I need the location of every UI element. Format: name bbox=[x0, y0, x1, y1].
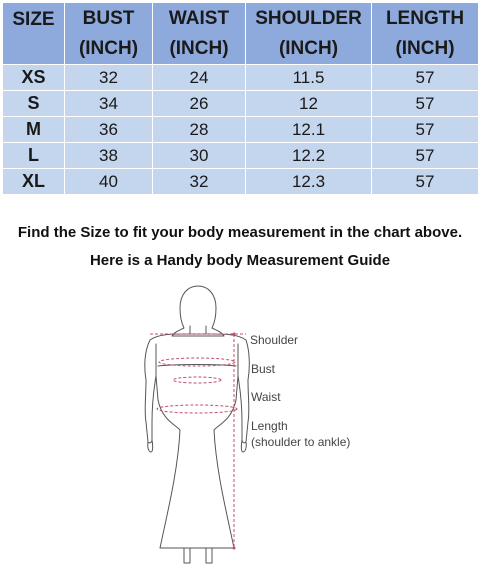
header-bust-label: BUST bbox=[82, 7, 135, 29]
header-length-label: LENGTH bbox=[385, 7, 465, 29]
shoulder-cell: 11.5 bbox=[246, 65, 372, 91]
hip-measure-line bbox=[157, 405, 237, 413]
header-length-unit: (INCH) bbox=[395, 37, 455, 59]
table-row bbox=[3, 65, 479, 91]
length-top-marker bbox=[233, 333, 236, 336]
length-cell: 57 bbox=[372, 91, 479, 117]
header-bust-unit: (INCH) bbox=[78, 37, 139, 59]
bodice-outline bbox=[156, 344, 238, 376]
size-cell: S bbox=[3, 91, 65, 117]
table-row bbox=[3, 169, 479, 195]
table-row bbox=[3, 143, 479, 169]
header-waist bbox=[153, 3, 246, 65]
length-cell: 57 bbox=[372, 169, 479, 195]
length-bottom-marker bbox=[233, 547, 236, 550]
bust-cell: 40 bbox=[65, 169, 153, 195]
length-cell: 57 bbox=[372, 117, 479, 143]
bust-cell: 36 bbox=[65, 117, 153, 143]
caption-measurement-guide: Here is a Handy body Measurement Guide bbox=[89, 252, 391, 269]
header-waist-unit: (INCH) bbox=[169, 37, 229, 59]
header-shoulder-unit: (INCH) bbox=[278, 37, 339, 59]
header-length bbox=[372, 3, 479, 65]
shoulder-cell: 12.1 bbox=[246, 117, 372, 143]
caption-find-size: Find the Size to fit your body measurement in the chart above. bbox=[17, 224, 463, 241]
bust-cell: 32 bbox=[65, 65, 153, 91]
size-chart-table bbox=[2, 2, 479, 195]
shoulder-cell: 12 bbox=[246, 91, 372, 117]
header-shoulder-label: SHOULDER bbox=[255, 7, 362, 29]
size-chart-body bbox=[3, 65, 479, 195]
header-size-label: SIZE bbox=[12, 9, 55, 30]
label-shoulder: Shoulder bbox=[250, 333, 299, 347]
length-cell: 57 bbox=[372, 143, 479, 169]
label-waist: Waist bbox=[251, 390, 281, 404]
label-length: Length bbox=[251, 419, 288, 433]
bust-cell: 38 bbox=[65, 143, 153, 169]
table-row bbox=[3, 117, 479, 143]
header-shoulder bbox=[246, 3, 372, 65]
size-cell: L bbox=[3, 143, 65, 169]
size-cell: XL bbox=[3, 169, 65, 195]
size-cell: XS bbox=[3, 65, 65, 91]
shoulder-cell: 12.3 bbox=[246, 169, 372, 195]
label-bust: Bust bbox=[251, 362, 276, 376]
label-length-note: (shoulder to ankle) bbox=[251, 435, 351, 449]
waist-cell: 24 bbox=[153, 65, 246, 91]
header-waist-label: WAIST bbox=[168, 7, 230, 29]
waist-cell: 26 bbox=[153, 91, 246, 117]
waist-cell: 28 bbox=[153, 117, 246, 143]
size-cell: M bbox=[3, 117, 65, 143]
header-bust bbox=[65, 3, 153, 65]
bust-cell: 34 bbox=[65, 91, 153, 117]
feet-outline bbox=[184, 548, 212, 563]
header-size bbox=[3, 3, 65, 65]
table-row bbox=[3, 91, 479, 117]
body-outline-illustration bbox=[0, 280, 480, 567]
length-cell: 57 bbox=[372, 65, 479, 91]
shoulder-cell: 12.2 bbox=[246, 143, 372, 169]
waist-cell: 32 bbox=[153, 169, 246, 195]
head-outline bbox=[172, 286, 224, 336]
size-chart-header bbox=[3, 3, 479, 65]
waist-cell: 30 bbox=[153, 143, 246, 169]
waist-measure-line bbox=[173, 377, 221, 383]
neck-outline bbox=[190, 326, 206, 334]
measurement-guide bbox=[0, 280, 480, 567]
